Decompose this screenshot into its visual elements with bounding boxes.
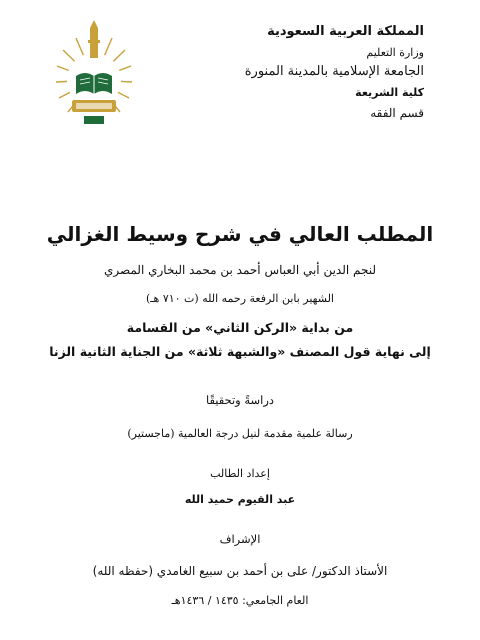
thesis-title: المطلب العالي في شرح وسيط الغزالي — [46, 222, 434, 246]
university-seal-icon — [54, 20, 134, 130]
author-known-as: الشهير بابن الرفعة رحمه الله (ت ٧١٠ هـ) — [146, 292, 334, 305]
study-label: دراسةً وتحقيقًا — [205, 393, 275, 407]
section-start: من بداية «الركن الثاني» من القسامة — [126, 320, 354, 335]
student-name: عبد القيوم حميد الله — [184, 493, 296, 506]
section-end: إلى نهاية قول المصنف «والشبهة ثلاثة» من الجناية الثانية الزنا — [49, 344, 431, 359]
supervision-label: الإشراف — [219, 532, 261, 546]
institution-header — [224, 24, 424, 121]
supervisor-name: الأستاذ الدكتور/ على بن أحمد بن سبيع الغامدي (حفظه الله) — [92, 564, 388, 578]
thesis-degree: رسالة علمية مقدمة لنيل درجة العالمية (ماجستير) — [127, 427, 353, 440]
university-name: الجامعة الإسلامية بالمدينة المنورة — [244, 64, 424, 79]
country-name: المملكة العربية السعودية — [267, 24, 424, 39]
academic-year: العام الجامعي: ١٤٣٥ / ١٤٣٦هـ — [171, 594, 309, 607]
college-name: كلية الشريعة — [355, 86, 424, 100]
author-line: لنجم الدين أبي العباس أحمد بن محمد البخاري المصري — [103, 263, 377, 277]
prepared-by-label: إعداد الطالب — [210, 467, 270, 480]
department-name: قسم الفقه — [370, 106, 424, 120]
ministry-name: وزارة التعليم — [366, 46, 424, 60]
